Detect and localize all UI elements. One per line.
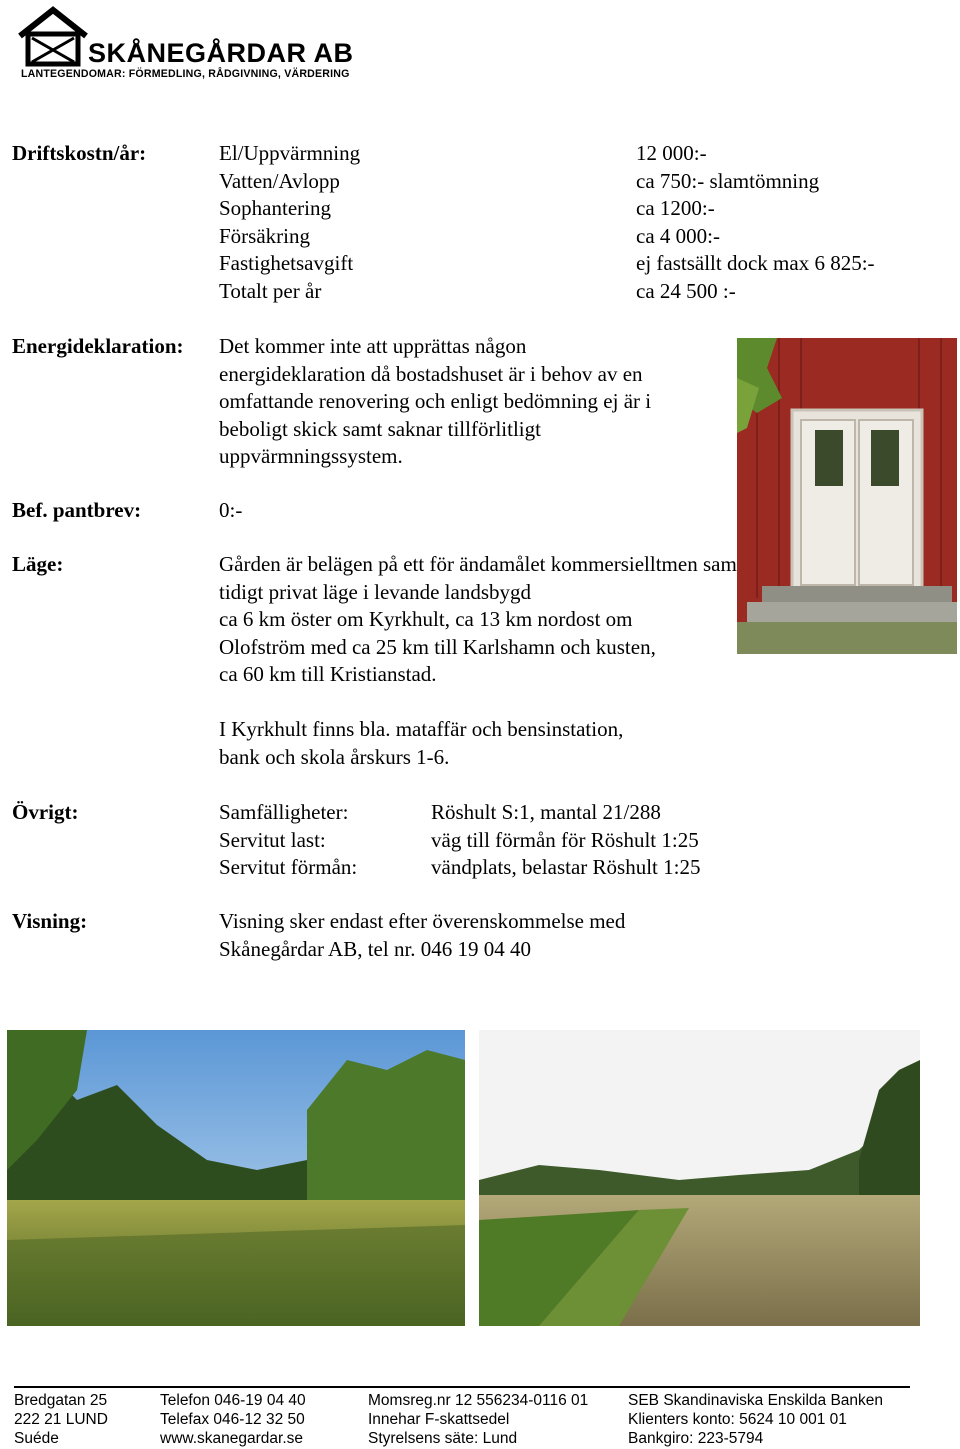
footer-registration (368, 1391, 588, 1448)
ovrigt-label: Övrigt: (12, 800, 79, 824)
barn-logo-icon (18, 6, 88, 68)
energi-line: uppvärmningssystem. (219, 444, 403, 468)
ovrigt-key: Servitut last: (219, 827, 326, 852)
visning-label: Visning: (12, 909, 88, 933)
footer-line: Bredgatan 25 (14, 1392, 108, 1409)
company-name: SKÅNEGÅRDAR AB (88, 38, 354, 68)
footer-line: 222 21 LUND (14, 1411, 108, 1428)
energi-line: energideklaration då bostadshuset är i behov av en (219, 361, 643, 386)
footer-line: Telefon 046-19 04 40 (160, 1392, 306, 1409)
lage-line: ca 6 km öster om Kyrkhult, ca 13 km nordost om (219, 607, 633, 631)
cost-item: Totalt per år (219, 278, 322, 303)
cost-item: Fastighetsavgift (219, 251, 354, 275)
company-tagline: LANTEGENDOMAR: FÖRMEDLING, RÅDGIVNING, VÄRDERING (21, 68, 350, 80)
ovrigt-value: vändplats, belastar Röshult 1:25 (431, 855, 701, 879)
energi-line: beboligt skick samt saknar tillförlitligt (219, 416, 541, 441)
footer-line: Klienters konto: 5624 10 001 01 (628, 1411, 847, 1428)
footer-line: SEB Skandinaviska Enskilda Banken (628, 1392, 884, 1409)
cost-item: Vatten/Avlopp (219, 168, 340, 193)
footer-line: Styrelsens säte: Lund (368, 1430, 518, 1447)
energideklaration-label: Energideklaration: (12, 334, 184, 358)
lage-line: I Kyrkhult finns bla. mataffär och bensinstation, (219, 717, 624, 741)
visning-line: Visning sker endast efter överenskommelse med (219, 909, 626, 933)
footer-line: Innehar F-skattsedel (368, 1411, 510, 1428)
ovrigt-key: Samfälligheter: (219, 800, 349, 824)
barn-door-photo (737, 338, 957, 654)
footer-website[interactable]: www.skanegardar.se (160, 1430, 304, 1447)
footer-contact (160, 1391, 306, 1448)
lage-line: bank och skola årskurs 1-6. (219, 744, 450, 769)
footer-address (14, 1391, 108, 1448)
cost-value: ca 1200:- (636, 196, 715, 220)
footer-line: Momsreg.nr 12 556234-0116 01 (368, 1392, 589, 1409)
pantbrev-label: Bef. pantbrev: (12, 498, 142, 522)
cost-value: 12 000:- (636, 141, 707, 165)
visning-line: Skånegårdar AB, tel nr. 046 19 04 40 (219, 936, 532, 961)
cost-value: ca 750:- slamtömning (636, 168, 820, 193)
energi-line: Det kommer inte att upprättas någon (219, 334, 527, 358)
lage-label: Läge: (12, 552, 64, 576)
footer-rule (14, 1386, 910, 1388)
driftskostnad-label: Driftskostn/år: (12, 141, 147, 165)
meadow-photo-left (7, 1030, 465, 1326)
ovrigt-key: Servitut förmån: (219, 855, 358, 879)
company-logo (18, 6, 354, 84)
pantbrev-value: 0:- (219, 498, 243, 522)
meadow-photo-right (479, 1030, 920, 1326)
footer-line: Telefax 046-12 32 50 (160, 1411, 305, 1428)
cost-value: ca 4 000:- (636, 223, 720, 248)
cost-item: Försäkring (219, 223, 310, 248)
lage-line: Olofström med ca 25 km till Karlshamn och kusten, (219, 634, 656, 659)
lage-line: Gården är belägen på ett för ändamålet kommersielltmen samtidigt privat läge i levande landsbygd (219, 552, 737, 604)
lage-line: ca 60 km till Kristianstad. (219, 662, 437, 686)
footer-bank (628, 1391, 883, 1448)
cost-value: ej fastsällt dock max 6 825:- (636, 251, 875, 275)
cost-value: ca 24 500 :- (636, 278, 736, 303)
footer-line: Suéde (14, 1430, 59, 1447)
ovrigt-value: väg till förmån för Röshult 1:25 (431, 827, 699, 852)
cost-item: Sophantering (219, 196, 331, 220)
cost-item: El/Uppvärmning (219, 141, 361, 165)
ovrigt-value: Röshult S:1, mantal 21/288 (431, 800, 661, 824)
footer-line: Bankgiro: 223-5794 (628, 1430, 764, 1447)
energi-line: omfattande renovering och enligt bedömning ej är i (219, 389, 652, 413)
